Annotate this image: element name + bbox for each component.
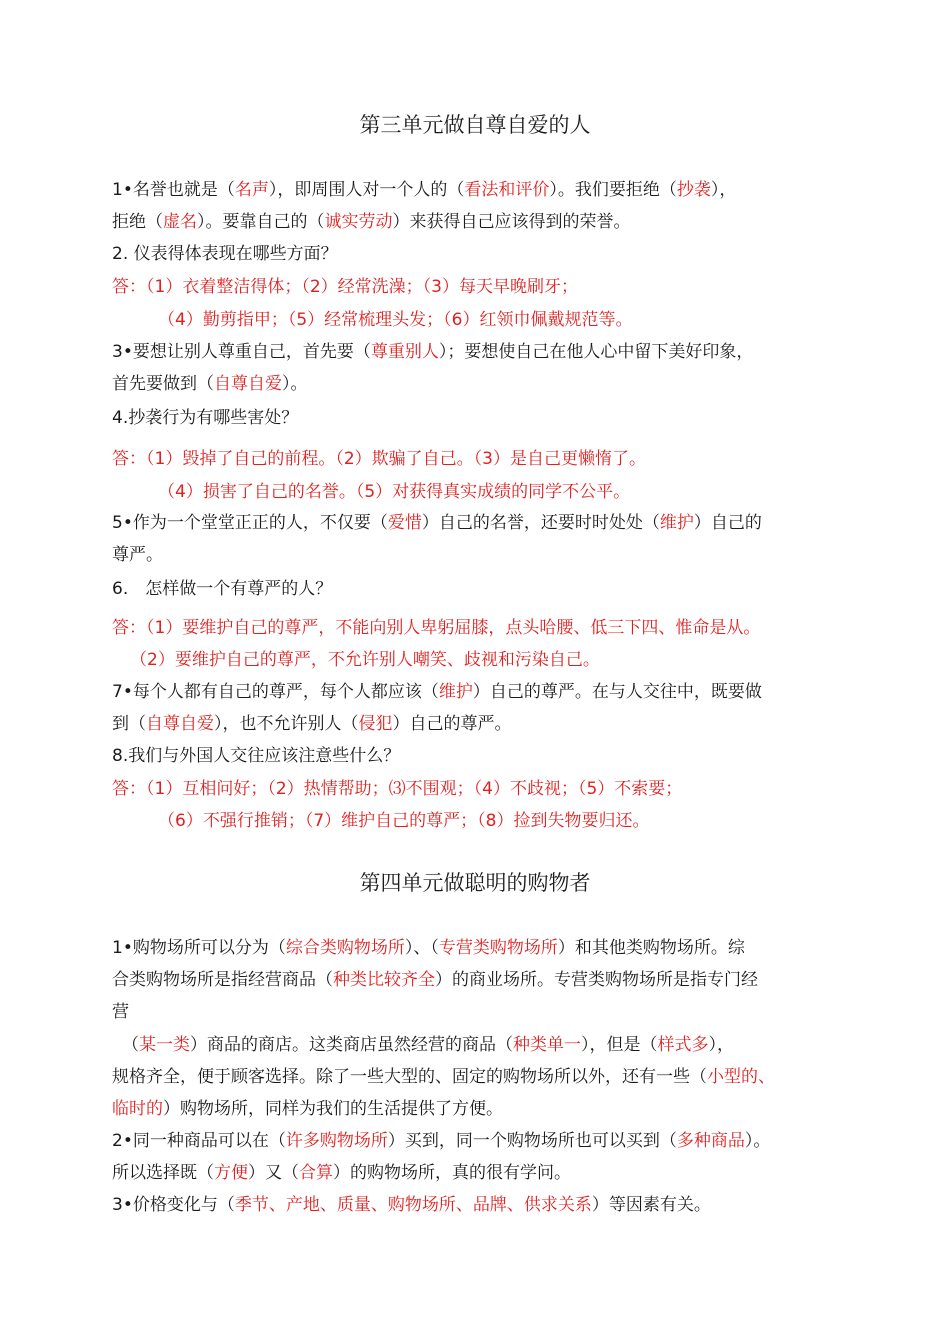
text: 规格齐全，便于顾客选择。除了一些大型的、固定的购物场所以外，还有一些（: [112, 1067, 707, 1087]
text: 7•每个人都有自己的尊严，每个人都应该（: [112, 682, 439, 702]
q2-answer-1: 答：（1）衣着整洁得体；（2）经常洗澡；（3）每天早晚刷牙；: [112, 277, 578, 297]
answer-blank: 抄袭: [676, 180, 711, 200]
text: ）自己的: [693, 513, 762, 533]
text: ），: [710, 180, 737, 200]
u4-p2-line-2: [112, 1161, 571, 1185]
q6-answer-2: （2）要维护自己的尊严，不允许别人嘲笑、歧视和污染自己。: [130, 650, 600, 670]
unit3-title: 第三单元做自尊自爱的人: [359, 113, 591, 137]
answer-blank: 自尊自爱: [146, 714, 214, 734]
answer-blank: 许多购物场所: [285, 1131, 388, 1151]
answer-blank: 维护: [438, 682, 473, 702]
answer-blank: 看法和评价: [464, 180, 550, 200]
text: ）自己的尊严。在与人交往中，既要做: [472, 682, 762, 702]
text: （: [122, 1035, 139, 1055]
q4-question: 4.抄袭行为有哪些害处？: [112, 408, 299, 428]
answer-blank: 合算: [299, 1163, 333, 1183]
text: 合类购物场所是指经营商品（: [112, 970, 333, 990]
text: 2•同一种商品可以在（: [112, 1131, 286, 1151]
text: 1•名誉也就是（: [112, 180, 235, 200]
text: 所以选择既（: [112, 1163, 214, 1183]
u4-p1-line-3: 营: [112, 1002, 129, 1022]
q3-line-2: [112, 372, 308, 396]
text: ），: [708, 1035, 734, 1055]
answer-blank: 侵犯: [358, 714, 393, 734]
text: ）又（: [248, 1163, 299, 1183]
answer-blank: 维护: [659, 513, 694, 533]
u4-p1-line-6: [112, 1097, 503, 1121]
text: ）自己的名誉，还要时时处处（: [421, 513, 660, 533]
text: 3•要想让别人尊重自己，首先要（: [112, 342, 371, 362]
text: 5•作为一个堂堂正正的人，不仅要（: [112, 513, 388, 533]
answer-blank: 虚名: [163, 212, 197, 232]
u4-p1-line-2: [112, 968, 758, 992]
answer-blank: 临时的: [112, 1099, 163, 1119]
text: ）购物场所，同样为我们的生活提供了方便。: [163, 1099, 503, 1119]
q8-answer-2: （6）不强行推销；（7）维护自己的尊严；（8）捡到失物要归还。: [158, 811, 650, 831]
answer-blank: 多种商品: [676, 1131, 745, 1151]
q8-answer-1: 答：（1）互相问好；（2）热情帮助；⑶不围观；（4）不歧视；（5）不索要；: [112, 779, 683, 799]
q7-line-2: [112, 712, 512, 736]
text: ）商品的商店。这类商店虽然经营的商品（: [190, 1035, 513, 1055]
u4-p3-line-1: [112, 1193, 711, 1217]
answer-blank: 尊重别人: [370, 342, 439, 362]
q7-line-1: [112, 680, 762, 704]
u4-p1-line-4: [122, 1033, 734, 1057]
q6-answer-1: 答：（1）要维护自己的尊严，不能向别人卑躬屈膝，点头哈腰、低三下四、惟命是从。: [112, 618, 761, 638]
answer-blank: 种类比较齐全: [333, 970, 435, 990]
text: 到（: [112, 714, 146, 734]
text: ）。要靠自己的（: [197, 212, 325, 232]
text: ）。: [282, 374, 308, 394]
text: ）等因素有关。: [591, 1195, 711, 1215]
q2-question: 2. 仪表得体表现在哪些方面？: [112, 244, 338, 264]
answer-blank: 爱惜: [387, 513, 422, 533]
q8-question: 8.我们与外国人交往应该注意些什么？: [112, 746, 401, 766]
text: ），但是（: [581, 1035, 658, 1055]
q5-line-1: [112, 511, 762, 535]
text: ）买到，同一个购物场所也可以买到（: [387, 1131, 677, 1151]
answer-blank: 种类单一: [513, 1035, 581, 1055]
q1-line-1: [112, 178, 736, 202]
text: ），也不允许别人（: [214, 714, 359, 734]
q6-question: 6. 怎样做一个有尊严的人？: [112, 579, 333, 599]
q4-answer-1: 答：（1）毁掉了自己的前程。（2）欺骗了自己。（3）是自己更懒惰了。: [112, 449, 646, 469]
q5-line-2: 尊严。: [112, 545, 163, 565]
text: ）的购物场所，真的很有学问。: [333, 1163, 571, 1183]
u4-p1-line-1: [112, 936, 745, 960]
answer-blank: 季节、产地、质量、购物场所、品牌、供求关系: [234, 1195, 592, 1215]
text: ），即周围人对一个人的（: [268, 180, 465, 200]
u4-p1-line-5: [112, 1065, 775, 1089]
text: 首先要做到（: [112, 374, 214, 394]
answer-blank: 自尊自爱: [214, 374, 282, 394]
answer-blank: 小型的、: [707, 1067, 775, 1087]
q2-answer-2: （4）勤剪指甲；（5）经常梳理头发；（6）红领巾佩戴规范等。: [158, 310, 633, 330]
u4-p2-line-1: [112, 1129, 770, 1153]
text: ）自己的尊严。: [392, 714, 512, 734]
text: 3•价格变化与（: [112, 1195, 235, 1215]
text: 1•购物场所可以分为（: [112, 938, 286, 958]
answer-blank: 样式多: [657, 1035, 709, 1055]
answer-blank: 诚实劳动: [324, 212, 393, 232]
q4-answer-2: （4）损害了自己的名誉。（5）对获得真实成绩的同学不公平。: [158, 482, 631, 502]
text: ）和其他类购物场所。综: [557, 938, 745, 958]
unit4-title: 第四单元做聪明的购物者: [359, 871, 591, 895]
answer-blank: 名声: [234, 180, 269, 200]
text: ）；要想使自己在他人心中留下美好印象，: [438, 342, 754, 362]
answer-blank: 方便: [214, 1163, 248, 1183]
q3-line-1: [112, 340, 753, 364]
answer-blank: 专营类购物场所: [438, 938, 558, 958]
q1-line-2: [112, 210, 631, 234]
text: ）、（: [404, 938, 439, 958]
text: ）的商业场所。专营类购物场所是指专门经: [435, 970, 758, 990]
text: ）。: [744, 1131, 771, 1151]
text: ）来获得自己应该得到的荣誉。: [392, 212, 631, 232]
text: 拒绝（: [112, 212, 163, 232]
answer-blank: 某一类: [139, 1035, 190, 1055]
answer-blank: 综合类购物场所: [285, 938, 405, 958]
text: ）。我们要拒绝（: [549, 180, 677, 200]
